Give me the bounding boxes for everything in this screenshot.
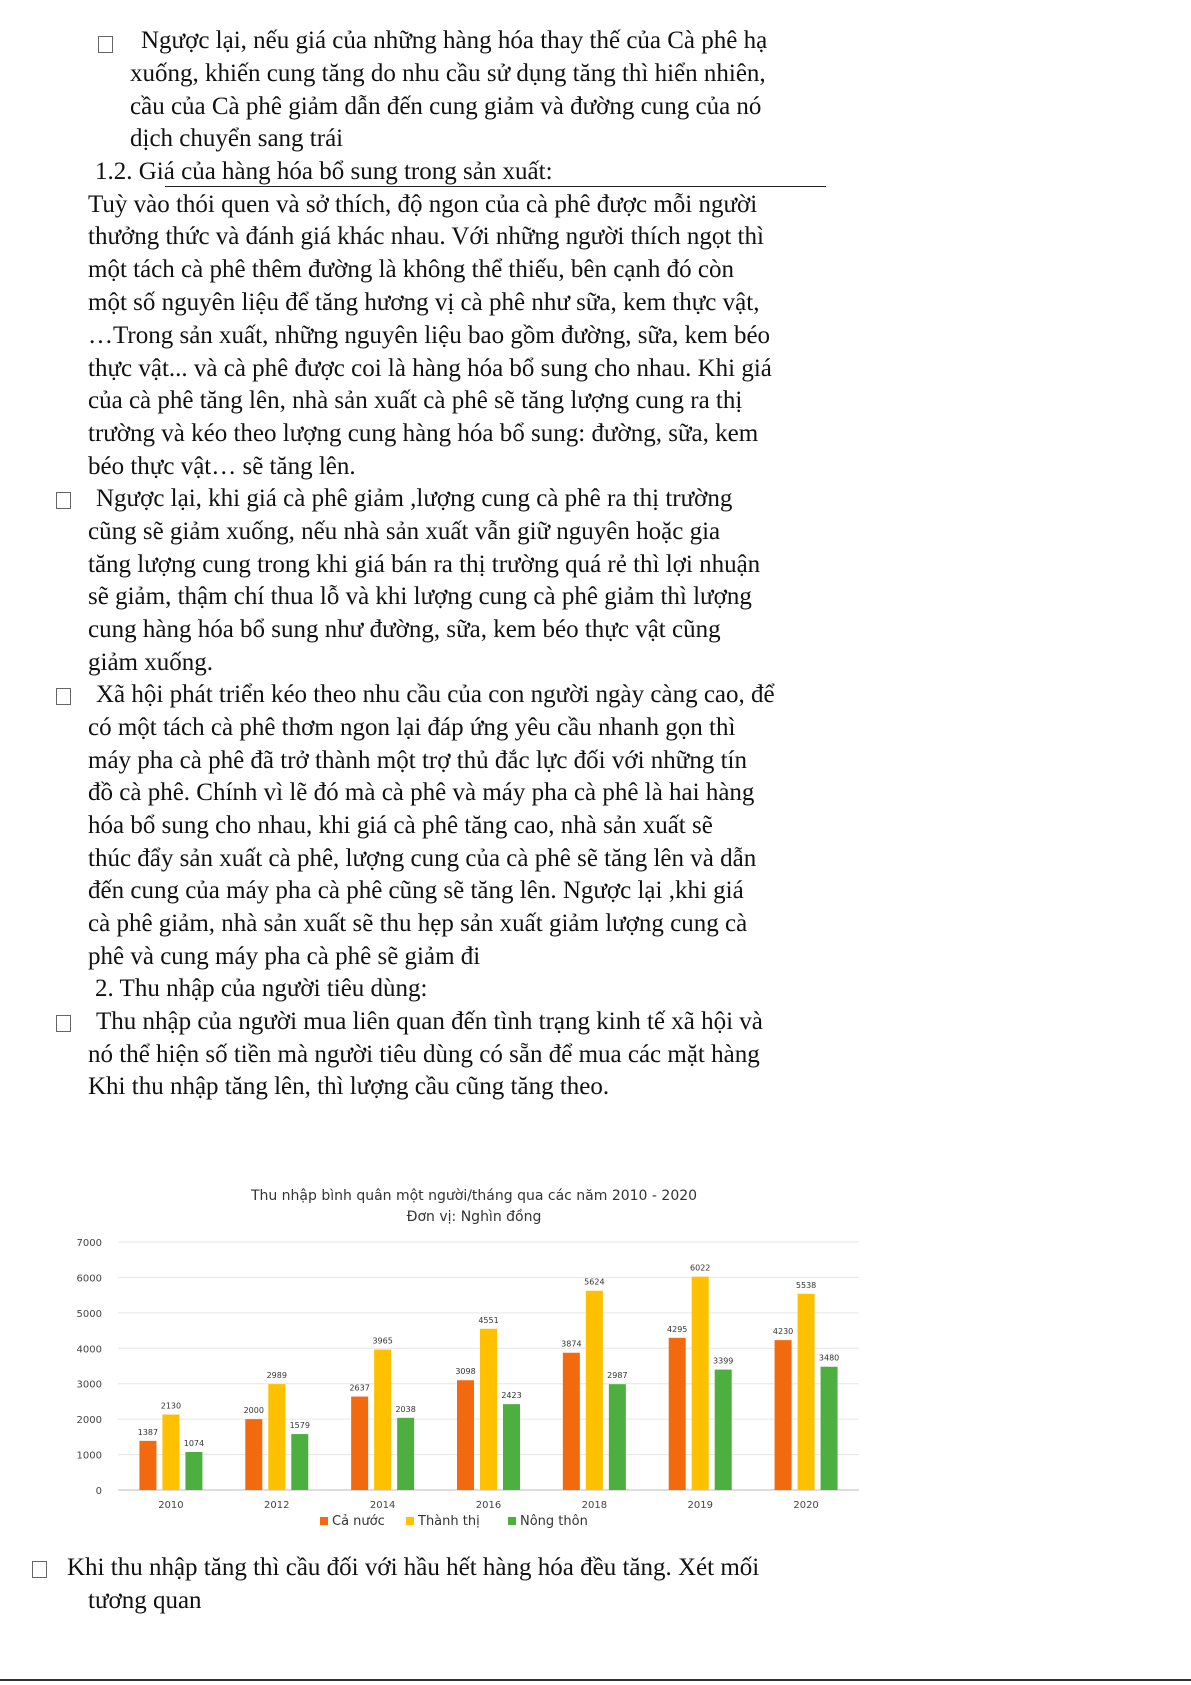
bar-nông-thôn	[715, 1370, 732, 1490]
income-bar-chart	[74, 1181, 869, 1546]
x-tick-label: 2014	[369, 1500, 396, 1511]
y-tick-label: 1000	[76, 1450, 102, 1462]
text-line: Khi thu nhập tăng lên, thì lượng cầu cũng tăng theo.	[88, 1073, 610, 1100]
text-line: …Trong sản xuất, những nguyên liệu bao gồm đường, sữa, kem béo	[88, 322, 771, 349]
bar-thành-thị	[268, 1384, 285, 1490]
text-line: giảm xuống.	[88, 649, 213, 676]
bullet-box	[98, 36, 113, 53]
text-line: dịch chuyển sang trái	[130, 125, 344, 152]
data-label: 3098	[455, 1367, 476, 1377]
text-line: cầu của Cà phê giảm dẫn đến cung giảm và đường cung của nó	[130, 93, 762, 120]
data-label: 5624	[584, 1277, 605, 1287]
data-label: 4230	[772, 1327, 794, 1337]
text-line: có một tách cà phê thơm ngon lại đáp ứng yêu cầu nhanh gọn thì	[88, 714, 736, 741]
text-line: máy pha cà phê đã trở thành một trợ thủ đắc lực đối với những tín	[88, 747, 747, 774]
text-line: hóa bổ sung cho nhau, khi giá cà phê tăng cao, nhà sản xuất sẽ	[88, 812, 713, 839]
x-tick-label: 2019	[687, 1500, 713, 1511]
bar-cả-nước	[457, 1380, 474, 1490]
legend-label: Thành thị	[418, 1514, 480, 1529]
text-line: trường và kéo theo lượng cung hàng hóa bổ sung: đường, sữa, kem	[88, 420, 759, 447]
y-tick-label: 2000	[76, 1415, 102, 1427]
section-heading: 1.2. Giá của hàng hóa bổ sung trong sản xuất:	[95, 158, 553, 185]
bar-nông-thôn	[397, 1418, 414, 1490]
data-label: 3480	[818, 1353, 840, 1363]
data-label: 4295	[667, 1324, 688, 1334]
data-label: 3399	[713, 1356, 734, 1366]
data-label: 6022	[690, 1263, 711, 1273]
text-line: xuống, khiến cung tăng do nhu cầu sử dụng tăng thì hiển nhiên,	[130, 60, 766, 87]
legend-label: Nông thôn	[520, 1514, 588, 1529]
bar-nông-thôn	[821, 1367, 838, 1490]
y-tick-label: 3000	[76, 1379, 102, 1391]
data-label: 3874	[561, 1339, 582, 1349]
text-line: thúc đẩy sản xuất cà phê, lượng cung của cà phê sẽ tăng lên và dẫn	[88, 845, 757, 872]
y-tick-label: 4000	[76, 1344, 102, 1356]
text-line: Ngược lại, khi giá cà phê giảm ,lượng cung cà phê ra thị trường	[96, 485, 733, 512]
text-line: phê và cung máy pha cà phê sẽ giảm đi	[88, 943, 481, 970]
bar-nông-thôn	[291, 1434, 308, 1490]
y-tick-label: 7000	[76, 1238, 102, 1249]
text-line: nó thể hiện số tiền mà người tiêu dùng có sẵn để mua các mặt hàng	[88, 1041, 760, 1068]
bar-cả-nước	[245, 1419, 262, 1490]
bar-nông-thôn	[503, 1404, 520, 1490]
bar-thành-thị	[692, 1277, 709, 1490]
bullet-box	[56, 492, 71, 509]
data-label: 2038	[395, 1404, 416, 1414]
text-line: Tuỳ vào thói quen và sở thích, độ ngon của cà phê được mỗi người	[88, 191, 758, 218]
text-line: cũng sẽ giảm xuống, nếu nhà sản xuất vẫn giữ nguyên hoặc gia	[88, 518, 721, 545]
bar-nông-thôn	[609, 1384, 626, 1490]
legend-swatch	[320, 1517, 328, 1525]
text-line: cà phê giảm, nhà sản xuất sẽ thu hẹp sản xuất giảm lượng cung cà	[88, 910, 748, 937]
bar-nông-thôn	[185, 1452, 202, 1490]
text-line: Ngược lại, nếu giá của những hàng hóa thay thế của Cà phê hạ	[141, 27, 768, 54]
page-bottom-rule	[0, 1679, 1191, 1681]
data-label: 2130	[160, 1401, 182, 1411]
data-label: 2000	[243, 1406, 264, 1416]
text-line: Thu nhập của người mua liên quan đến tình trạng kinh tế xã hội và	[96, 1008, 763, 1035]
x-tick-label: 2016	[475, 1500, 502, 1511]
x-tick-label: 2018	[581, 1500, 608, 1511]
heading-underline	[165, 186, 826, 187]
data-label: 4551	[478, 1315, 499, 1325]
bar-thành-thị	[162, 1415, 179, 1490]
text-line: một tách cà phê thêm đường là không thể thiếu, bên cạnh đó còn	[88, 256, 735, 283]
x-tick-label: 2012	[264, 1500, 290, 1511]
text-line: tương quan	[88, 1587, 202, 1614]
text-line: một số nguyên liệu để tăng hương vị cà phê như sữa, kem thực vật,	[88, 289, 760, 316]
text-line: sẽ giảm, thậm chí thua lỗ và khi lượng cung cà phê giảm thì lượng	[88, 583, 752, 610]
bar-cả-nước	[563, 1353, 580, 1490]
legend-swatch	[406, 1517, 414, 1525]
text-line: cung hàng hóa bổ sung như đường, sữa, kem béo thực vật cũng	[88, 616, 721, 643]
text-line: đến cung của máy pha cà phê cũng sẽ tăng lên. Ngược lại ,khi giá	[88, 877, 744, 904]
text-line: béo thực vật… sẽ tăng lên.	[88, 453, 356, 480]
legend-label: Cả nước	[332, 1514, 385, 1529]
bar-thành-thị	[480, 1329, 497, 1490]
data-label: 1579	[289, 1421, 310, 1431]
x-tick-label: 2010	[158, 1500, 184, 1511]
y-tick-label: 6000	[76, 1273, 102, 1285]
text-line: thưởng thức và đánh giá khác nhau. Với những người thích ngọt thì	[88, 223, 764, 250]
data-label: 2989	[266, 1371, 287, 1381]
legend-swatch	[508, 1517, 516, 1525]
text-line: đồ cà phê. Chính vì lẽ đó mà cà phê và máy pha cà phê là hai hàng	[88, 779, 755, 806]
data-label: 2987	[607, 1371, 628, 1381]
data-label: 3965	[372, 1336, 393, 1346]
data-label: 2423	[501, 1391, 522, 1401]
x-tick-label: 2020	[793, 1500, 819, 1511]
text-line: của cà phê tăng lên, nhà sản xuất cà phê sẽ tăng lượng cung ra thị	[88, 387, 743, 414]
bullet-box	[56, 1015, 71, 1032]
bar-cả-nước	[351, 1397, 368, 1490]
bar-thành-thị	[374, 1350, 391, 1490]
bar-thành-thị	[798, 1294, 815, 1490]
data-label: 2637	[349, 1383, 370, 1393]
section-heading: 2. Thu nhập của người tiêu dùng:	[95, 975, 428, 1002]
data-label: 1074	[183, 1438, 205, 1448]
data-label: 5538	[795, 1280, 817, 1290]
bullet-box	[32, 1561, 47, 1578]
chart-title: Thu nhập bình quân một người/tháng qua các năm 2010 - 2020	[250, 1188, 698, 1204]
y-tick-label: 0	[95, 1486, 102, 1497]
bar-cả-nước	[775, 1340, 792, 1490]
text-line: Khi thu nhập tăng thì cầu đối với hầu hết hàng hóa đều tăng. Xét mối	[67, 1554, 760, 1581]
text-line: tăng lượng cung trong khi giá bán ra thị trường quá rẻ thì lợi nhuận	[88, 551, 761, 578]
text-line: thực vật... và cà phê được coi là hàng hóa bổ sung cho nhau. Khi giá	[88, 355, 772, 382]
bullet-box	[56, 688, 71, 705]
y-tick-label: 5000	[76, 1308, 102, 1320]
bar-cả-nước	[139, 1441, 156, 1490]
chart-subtitle: Đơn vị: Nghìn đồng	[406, 1209, 542, 1225]
bar-thành-thị	[586, 1291, 603, 1490]
text-line: Xã hội phát triển kéo theo nhu cầu của con người ngày càng cao, để	[96, 681, 775, 708]
bar-cả-nước	[669, 1338, 686, 1490]
data-label: 1387	[137, 1427, 159, 1437]
